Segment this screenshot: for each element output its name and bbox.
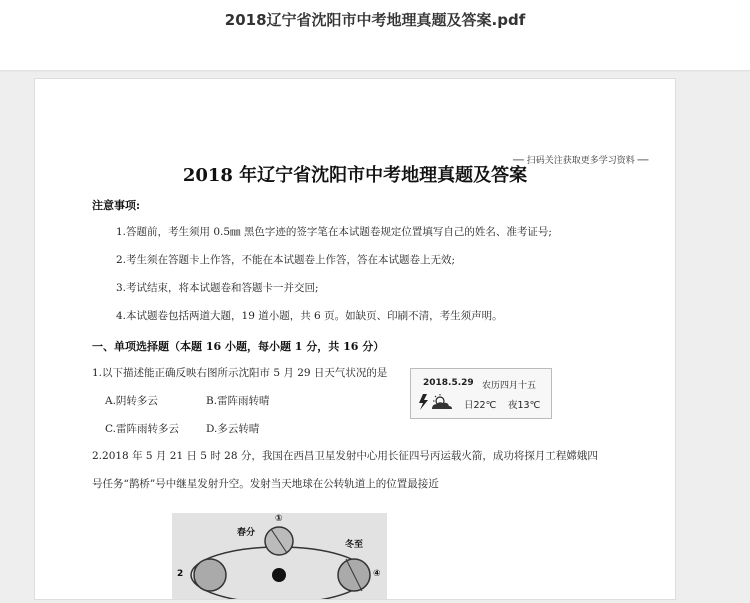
orbit-drawing	[172, 513, 387, 599]
notice-item: 1.答题前，考生须用 0.5㎜ 黑色字迹的签字笔在本试题卷规定位置填写自己的姓名、准考证号;	[116, 226, 552, 238]
document-title: 2018 年辽宁省沈阳市中考地理真题及答案	[182, 165, 528, 186]
label-position-2: 2	[177, 569, 184, 579]
file-title: 2018辽宁省沈阳市中考地理真题及答案.pdf	[224, 11, 526, 29]
section-heading: 一、单项选择题（本题 16 小题，每小题 1 分，共 16 分）	[92, 340, 385, 353]
weather-day-temp: 日22℃	[464, 400, 497, 411]
weather-night-temp: 夜13℃	[508, 400, 541, 411]
label-position-1: ①	[275, 514, 283, 524]
question-2-line1: 2.2018 年 5 月 21 日 5 时 28 分，我国在西昌卫星发射中心用长征四号丙运载火箭，成功将探月工程嫦娥四	[92, 450, 598, 462]
thunder-cloud-sun-icon	[418, 393, 458, 411]
viewer-header	[0, 0, 750, 70]
option-a: A.阴转多云	[105, 395, 158, 407]
option-c: C.雷阵雨转多云	[105, 423, 179, 435]
question-2-line2: 号任务“鹊桥”号中继星发射升空。发射当天地球在公转轨道上的位置最接近	[92, 478, 439, 490]
label-spring-equinox: 春分	[237, 528, 256, 538]
label-winter-solstice: 冬至	[345, 540, 364, 550]
label-position-4: ④	[373, 569, 381, 579]
weather-date: 2018.5.29	[423, 378, 474, 388]
notice-heading: 注意事项:	[92, 199, 141, 212]
pdf-page	[34, 78, 676, 600]
weather-card-image	[410, 368, 552, 419]
option-d: D.多云转晴	[206, 423, 260, 435]
notice-item: 4.本试题卷包括两道大题，19 道小题，共 6 页。如缺页、印刷不清，考生须声明。	[116, 310, 503, 322]
option-b: B.雷阵雨转晴	[206, 395, 270, 407]
qr-promo-note: ── 扫码关注获取更多学习资料 ──	[513, 156, 649, 166]
weather-lunar-date: 农历四月十五	[482, 381, 537, 391]
notice-item: 2.考生须在答题卡上作答，不能在本试题卷上作答，答在本试题卷上无效;	[116, 254, 456, 266]
notice-item: 3.考试结束，将本试题卷和答题卡一并交回;	[116, 282, 319, 294]
question-1-stem: 1.以下描述能正确反映右图所示沈阳市 5 月 29 日天气状况的是	[92, 367, 388, 379]
earth-orbit-diagram	[172, 513, 387, 599]
